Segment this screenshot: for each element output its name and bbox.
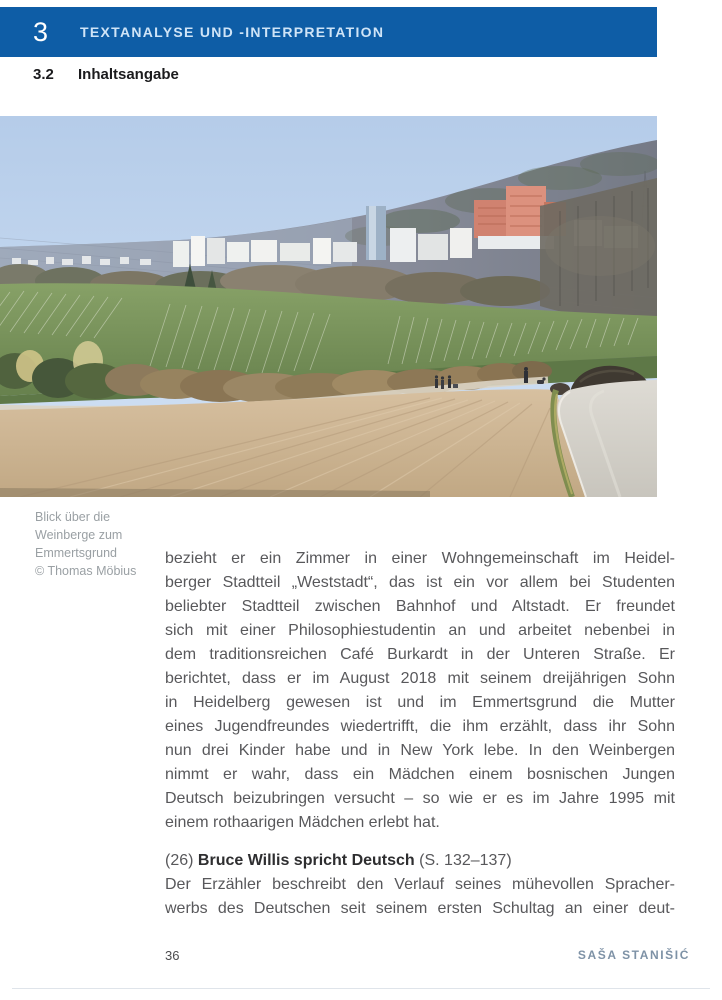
heading-title: Bruce Willis spricht Deutsch	[197, 852, 415, 869]
chapter-header-bar	[0, 7, 657, 57]
text-line: Der Erzähler beschreibt den Verlauf seines mühevollen Spracher-	[165, 876, 675, 893]
caption-line: Emmertsgrund	[35, 546, 117, 560]
caption-line: Weinberge zum	[35, 528, 123, 542]
section-title: Inhaltsangabe	[78, 66, 179, 83]
body-text-column	[165, 547, 675, 921]
page-footer	[0, 948, 722, 966]
text-line: Deutsch beizubringen versucht – so wie er es im Jahre 1995 mit	[165, 790, 675, 807]
text-line: werbs des Deutschen seit seinem ersten Schultag an einer deut-	[165, 900, 675, 917]
caption-line: Blick über die	[35, 510, 111, 524]
text-line: einem rothaarigen Mädchen erlebt hat.	[165, 814, 440, 831]
caption-line: © Thomas Möbius	[35, 564, 137, 578]
section-number: 3.2	[33, 66, 54, 83]
text-line: berichtet, dass er im August 2018 mit seinem dreijährigen Sohn	[165, 670, 675, 687]
text-line: bezieht er ein Zimmer in einer Wohngemeinschaft im Heidel-	[165, 550, 675, 567]
text-line: sich mit einer Philosophiestudentin an und arbeitet nebenbei in	[165, 622, 675, 639]
chapter-number: 3	[33, 16, 49, 47]
paragraph-bruce-willis	[165, 873, 675, 921]
text-line: beliebter Stadtteil zwischen Bahnhof und Altstadt. Er freundet	[165, 598, 675, 615]
landscape-photo-illustration	[0, 116, 657, 497]
text-line: dem traditionsreichen Café Burkardt in der Unteren Straße. Er	[165, 646, 675, 663]
chapter-26-heading	[165, 849, 675, 873]
footer-author-name: SAŠA STANIŠIĆ	[577, 948, 690, 962]
text-line: nun drei Kinder habe und in New York lebe. In den Weinbergen	[165, 742, 675, 759]
text-line: nimmt er wahr, dass ein Mädchen einem bosnischen Jungen	[165, 766, 675, 783]
glass-tower	[366, 206, 386, 260]
bottom-scan-edge	[12, 988, 710, 989]
section-heading-row	[0, 66, 657, 88]
paragraph-inhaltsangabe	[165, 547, 675, 811]
heading-number: (26)	[165, 852, 198, 869]
page-number: 36	[165, 948, 180, 963]
photo-caption	[35, 508, 161, 580]
heading-pages: (S. 132–137)	[414, 852, 512, 869]
text-line: berger Stadtteil „Weststadt“, das ist ein vor allem bei Studenten	[165, 574, 675, 591]
text-line: in Heidelberg gewesen ist und im Emmertsgrund die Mutter	[165, 694, 675, 711]
landscape-photo	[0, 116, 657, 497]
chapter-title: TEXTANALYSE UND -INTERPRETATION	[80, 24, 385, 40]
text-line: eines Jugendfreundes wiedertrifft, die ihm erzählt, dass ihr Sohn	[165, 718, 675, 735]
